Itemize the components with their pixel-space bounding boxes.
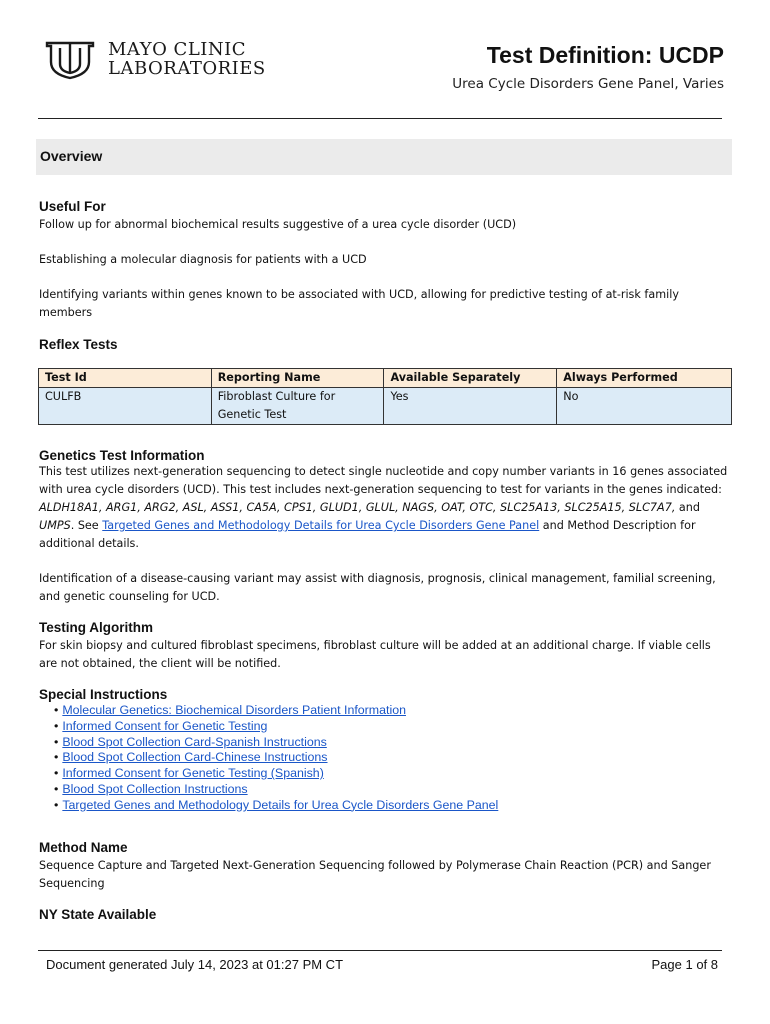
cell-available-separately: Yes: [384, 388, 557, 425]
special-instructions-heading: Special Instructions: [39, 687, 168, 702]
list-item: [54, 703, 498, 719]
testing-algorithm-text: For skin biopsy and cultured fibroblast specimens, fibroblast culture will be added at an additional charge. If viable cells are not obtained, the client will be notified.: [39, 639, 711, 670]
genetics-info-paragraph-2: Identification of a disease-causing variant may assist with diagnosis, prognosis, clinical management, familial screening, and genetic counseling for UCD.: [39, 572, 716, 603]
gene-list: ALDH18A1, ARG1, ARG2, ASL, ASS1, CA5A, CPS1, GLUD1, GLUL, NAGS, OAT, OTC, SLC25A13, SLC25A15, SLC7A7,: [39, 501, 676, 514]
testing-algorithm-heading: Testing Algorithm: [39, 620, 153, 635]
footer-generated-date: Document generated July 14, 2023 at 01:27 PM CT: [46, 957, 344, 972]
method-name-text: Sequence Capture and Targeted Next-Generation Sequencing followed by Polymerase Chain Reaction (PCR) and Sanger Sequencing: [39, 859, 711, 890]
column-header-test-id: Test Id: [39, 369, 212, 388]
header-divider: [38, 118, 722, 119]
document-subtitle: Urea Cycle Disorders Gene Panel, Varies: [452, 76, 724, 92]
instruction-link-7[interactable]: Targeted Genes and Methodology Details for Urea Cycle Disorders Gene Panel: [62, 797, 499, 812]
footer-divider: [38, 950, 722, 951]
cell-reporting-name: Fibroblast Culture for Genetic Test: [211, 388, 384, 425]
instruction-link-5[interactable]: Informed Consent for Genetic Testing (Spanish): [62, 766, 324, 781]
genetics-info-paragraph-1: [39, 463, 729, 553]
logo-line-1: MAYO CLINIC: [108, 39, 247, 60]
useful-for-paragraph-2: Establishing a molecular diagnosis for patients with a UCD: [39, 253, 367, 266]
list-item: [54, 719, 498, 735]
cell-always-performed: No: [557, 388, 732, 425]
table-header-row: [39, 369, 732, 388]
overview-section-bar: [36, 139, 732, 175]
reflex-tests-heading: Reflex Tests: [39, 337, 118, 352]
gene-umps: UMPS: [39, 519, 71, 532]
method-name-heading: Method Name: [39, 840, 128, 855]
genetics-info-heading: Genetics Test Information: [39, 448, 205, 463]
cell-test-id: CULFB: [39, 388, 212, 425]
reflex-tests-table: [38, 368, 732, 425]
logo-wordmark: [108, 40, 266, 78]
list-item: [54, 735, 498, 751]
ny-state-heading: NY State Available: [39, 907, 157, 922]
column-header-always-performed: Always Performed: [557, 369, 732, 388]
table-row: [39, 388, 732, 425]
useful-for-paragraph-3: Identifying variants within genes known to be associated with UCD, allowing for predictive testing of at-risk family members: [39, 288, 679, 319]
document-title: Test Definition: UCDP: [486, 42, 724, 68]
instruction-link-4[interactable]: Blood Spot Collection Card-Chinese Instructions: [62, 750, 328, 765]
list-item: [54, 798, 498, 814]
special-instructions-list: [54, 703, 498, 814]
list-item: [54, 782, 498, 798]
useful-for-heading: Useful For: [39, 199, 106, 214]
genetics-intro-text: This test utilizes next-generation sequencing to detect single nucleotide and copy number variants in 16 genes associated with urea cycle disorders (UCD). This test includes next-generation sequencing to test for variants in the genes indicated:: [39, 465, 728, 496]
logo-line-2: LABORATORIES: [108, 58, 266, 79]
mayo-clinic-logo: [44, 40, 274, 82]
genetics-and-text: and: [675, 501, 700, 514]
shield-logo-icon: [44, 40, 96, 80]
list-item: [54, 750, 498, 766]
column-header-available-separately: Available Separately: [384, 369, 557, 388]
column-header-reporting-name: Reporting Name: [211, 369, 384, 388]
genetics-end-text: and Method Description for additional details.: [39, 519, 696, 550]
instruction-link-6[interactable]: Blood Spot Collection Instructions: [62, 781, 248, 796]
genetics-see-text: . See: [70, 519, 103, 532]
instruction-link-3[interactable]: Blood Spot Collection Card-Spanish Instructions: [62, 734, 327, 749]
useful-for-paragraph-1: Follow up for abnormal biochemical results suggestive of a urea cycle disorder (UCD): [39, 218, 517, 231]
targeted-genes-link[interactable]: Targeted Genes and Methodology Details for Urea Cycle Disorders Gene Panel: [102, 519, 540, 532]
instruction-link-2[interactable]: Informed Consent for Genetic Testing: [62, 718, 268, 733]
instruction-link-1[interactable]: Molecular Genetics: Biochemical Disorders Patient Information: [62, 703, 406, 717]
list-item: [54, 766, 498, 782]
overview-heading: Overview: [40, 148, 103, 164]
footer-page-number: Page 1 of 8: [651, 957, 718, 972]
